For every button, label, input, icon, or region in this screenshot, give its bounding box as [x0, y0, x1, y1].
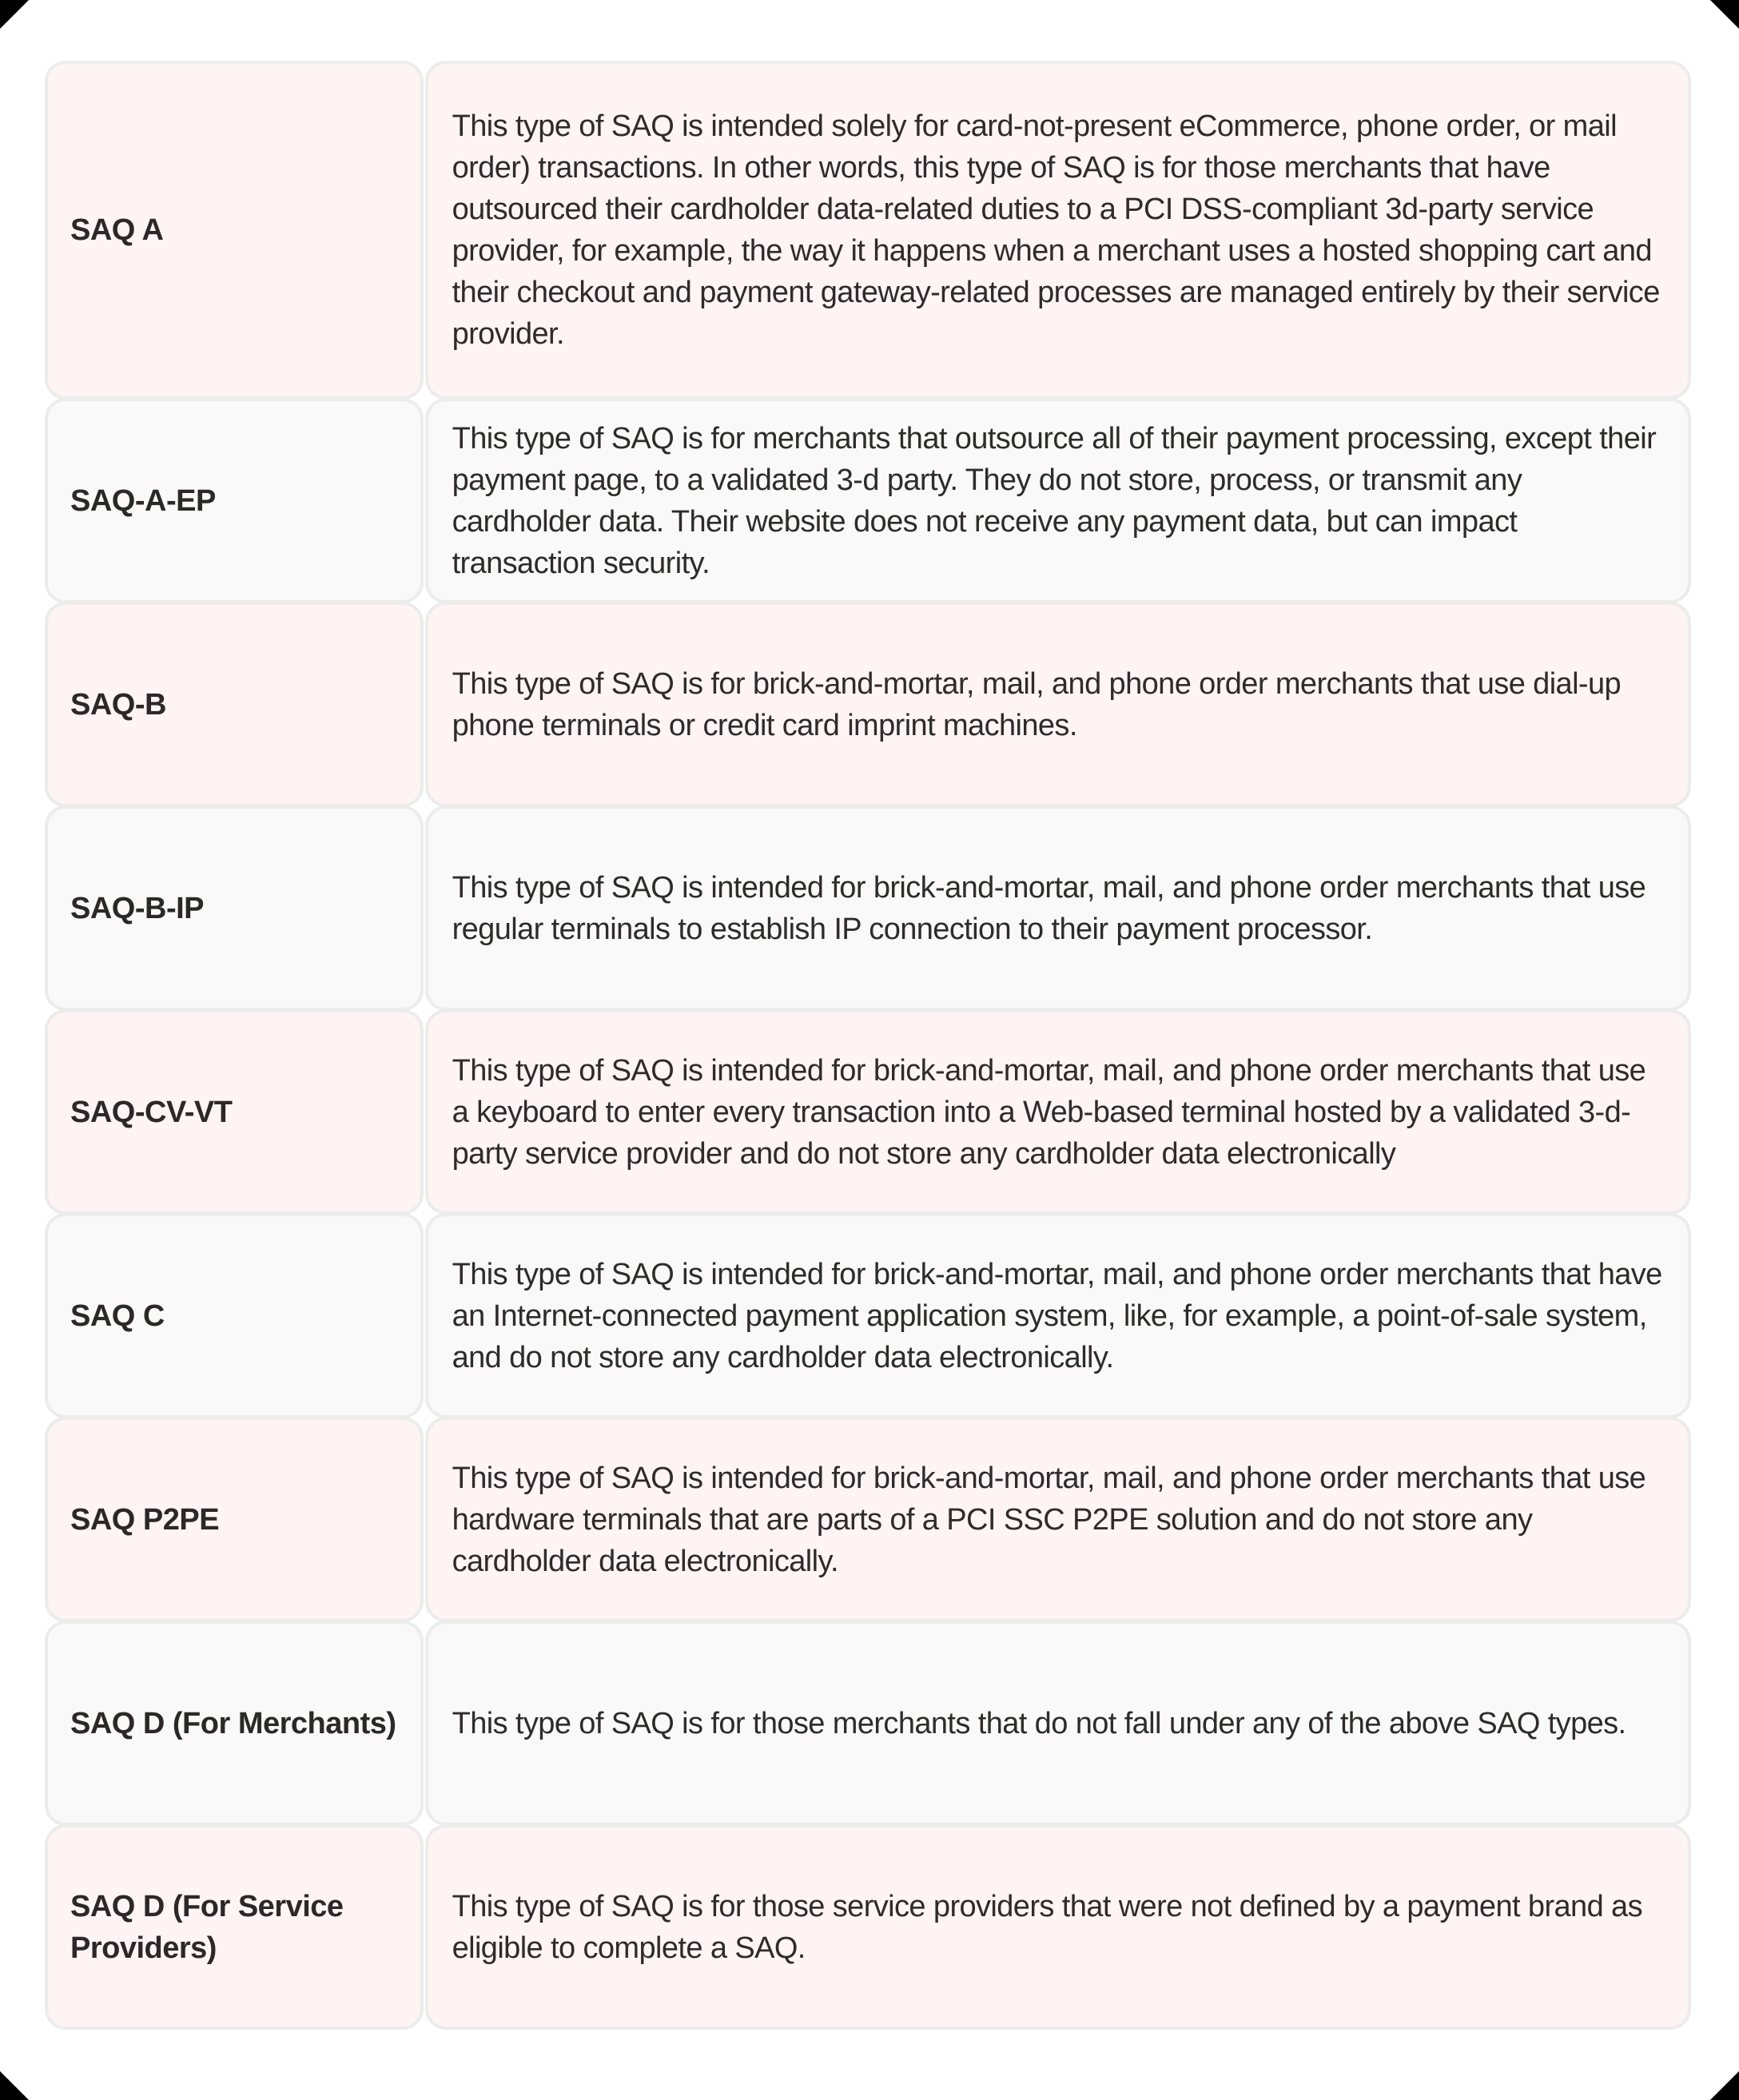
table-row	[45, 1215, 1691, 1418]
saq-type-cell: SAQ D (For Service Providers)	[45, 1824, 424, 2030]
saq-description-cell: This type of SAQ is for merchants that outsource all of their payment processing, except their payment page, to a validated 3-d party. They do not store, process, or transmit any cardholder data. Their website does not receive any payment data, but can impact transaction security.	[425, 398, 1691, 603]
table-row	[45, 400, 1691, 603]
saq-types-table	[45, 61, 1691, 2030]
table-row	[45, 1011, 1691, 1215]
saq-type-cell: SAQ A	[45, 61, 424, 400]
saq-type-cell: SAQ D (For Merchants)	[45, 1621, 424, 1826]
saq-type-cell: SAQ-CV-VT	[45, 1009, 424, 1215]
saq-description-cell: This type of SAQ is for those merchants that do not fall under any of the above SAQ types.	[425, 1621, 1691, 1826]
table-row	[45, 1622, 1691, 1826]
saq-type-cell: SAQ C	[45, 1213, 424, 1418]
table-row	[45, 1418, 1691, 1622]
saq-description-cell: This type of SAQ is for those service providers that were not defined by a payment brand as eligible to complete a SAQ.	[425, 1824, 1691, 2030]
table-row	[45, 61, 1691, 400]
saq-description-cell: This type of SAQ is intended for brick-and-mortar, mail, and phone order merchants that use hardware terminals that are parts of a PCI SSC P2PE solution and do not store any cardholder data electronically.	[425, 1417, 1691, 1622]
saq-type-cell: SAQ P2PE	[45, 1417, 424, 1622]
saq-type-cell: SAQ-B	[45, 602, 424, 807]
table-row	[45, 1826, 1691, 2030]
corner-decoration	[1710, 2071, 1739, 2100]
saq-description-cell: This type of SAQ is intended for brick-and-mortar, mail, and phone order merchants that use a keyboard to enter every transaction into a Web-based terminal hosted by a validated 3-d-party service provider and do not store any cardholder data electronically	[425, 1009, 1691, 1215]
table-row	[45, 807, 1691, 1011]
corner-decoration	[0, 0, 29, 29]
saq-type-cell: SAQ-A-EP	[45, 398, 424, 603]
saq-description-cell: This type of SAQ is intended for brick-and-mortar, mail, and phone order merchants that have an Internet-connected payment application system, like, for example, a point-of-sale system, and do not store any cardholder data electronically.	[425, 1213, 1691, 1418]
saq-type-cell: SAQ-B-IP	[45, 805, 424, 1011]
corner-decoration	[0, 2071, 29, 2100]
saq-description-cell: This type of SAQ is intended for brick-and-mortar, mail, and phone order merchants that use regular terminals to establish IP connection to their payment processor.	[425, 805, 1691, 1011]
corner-decoration	[1710, 0, 1739, 29]
saq-description-cell: This type of SAQ is intended solely for card-not-present eCommerce, phone order, or mail order) transactions. In other words, this type of SAQ is for those merchants that have outsourced their cardholder data-related duties to a PCI DSS-compliant 3d-party service provider, for example, the way it happens when a merchant uses a hosted shopping cart and their checkout and payment gateway-related processes are managed entirely by their service provider.	[425, 61, 1691, 400]
table-row	[45, 603, 1691, 807]
saq-description-cell: This type of SAQ is for brick-and-mortar, mail, and phone order merchants that use dial-up phone terminals or credit card imprint machines.	[425, 602, 1691, 807]
